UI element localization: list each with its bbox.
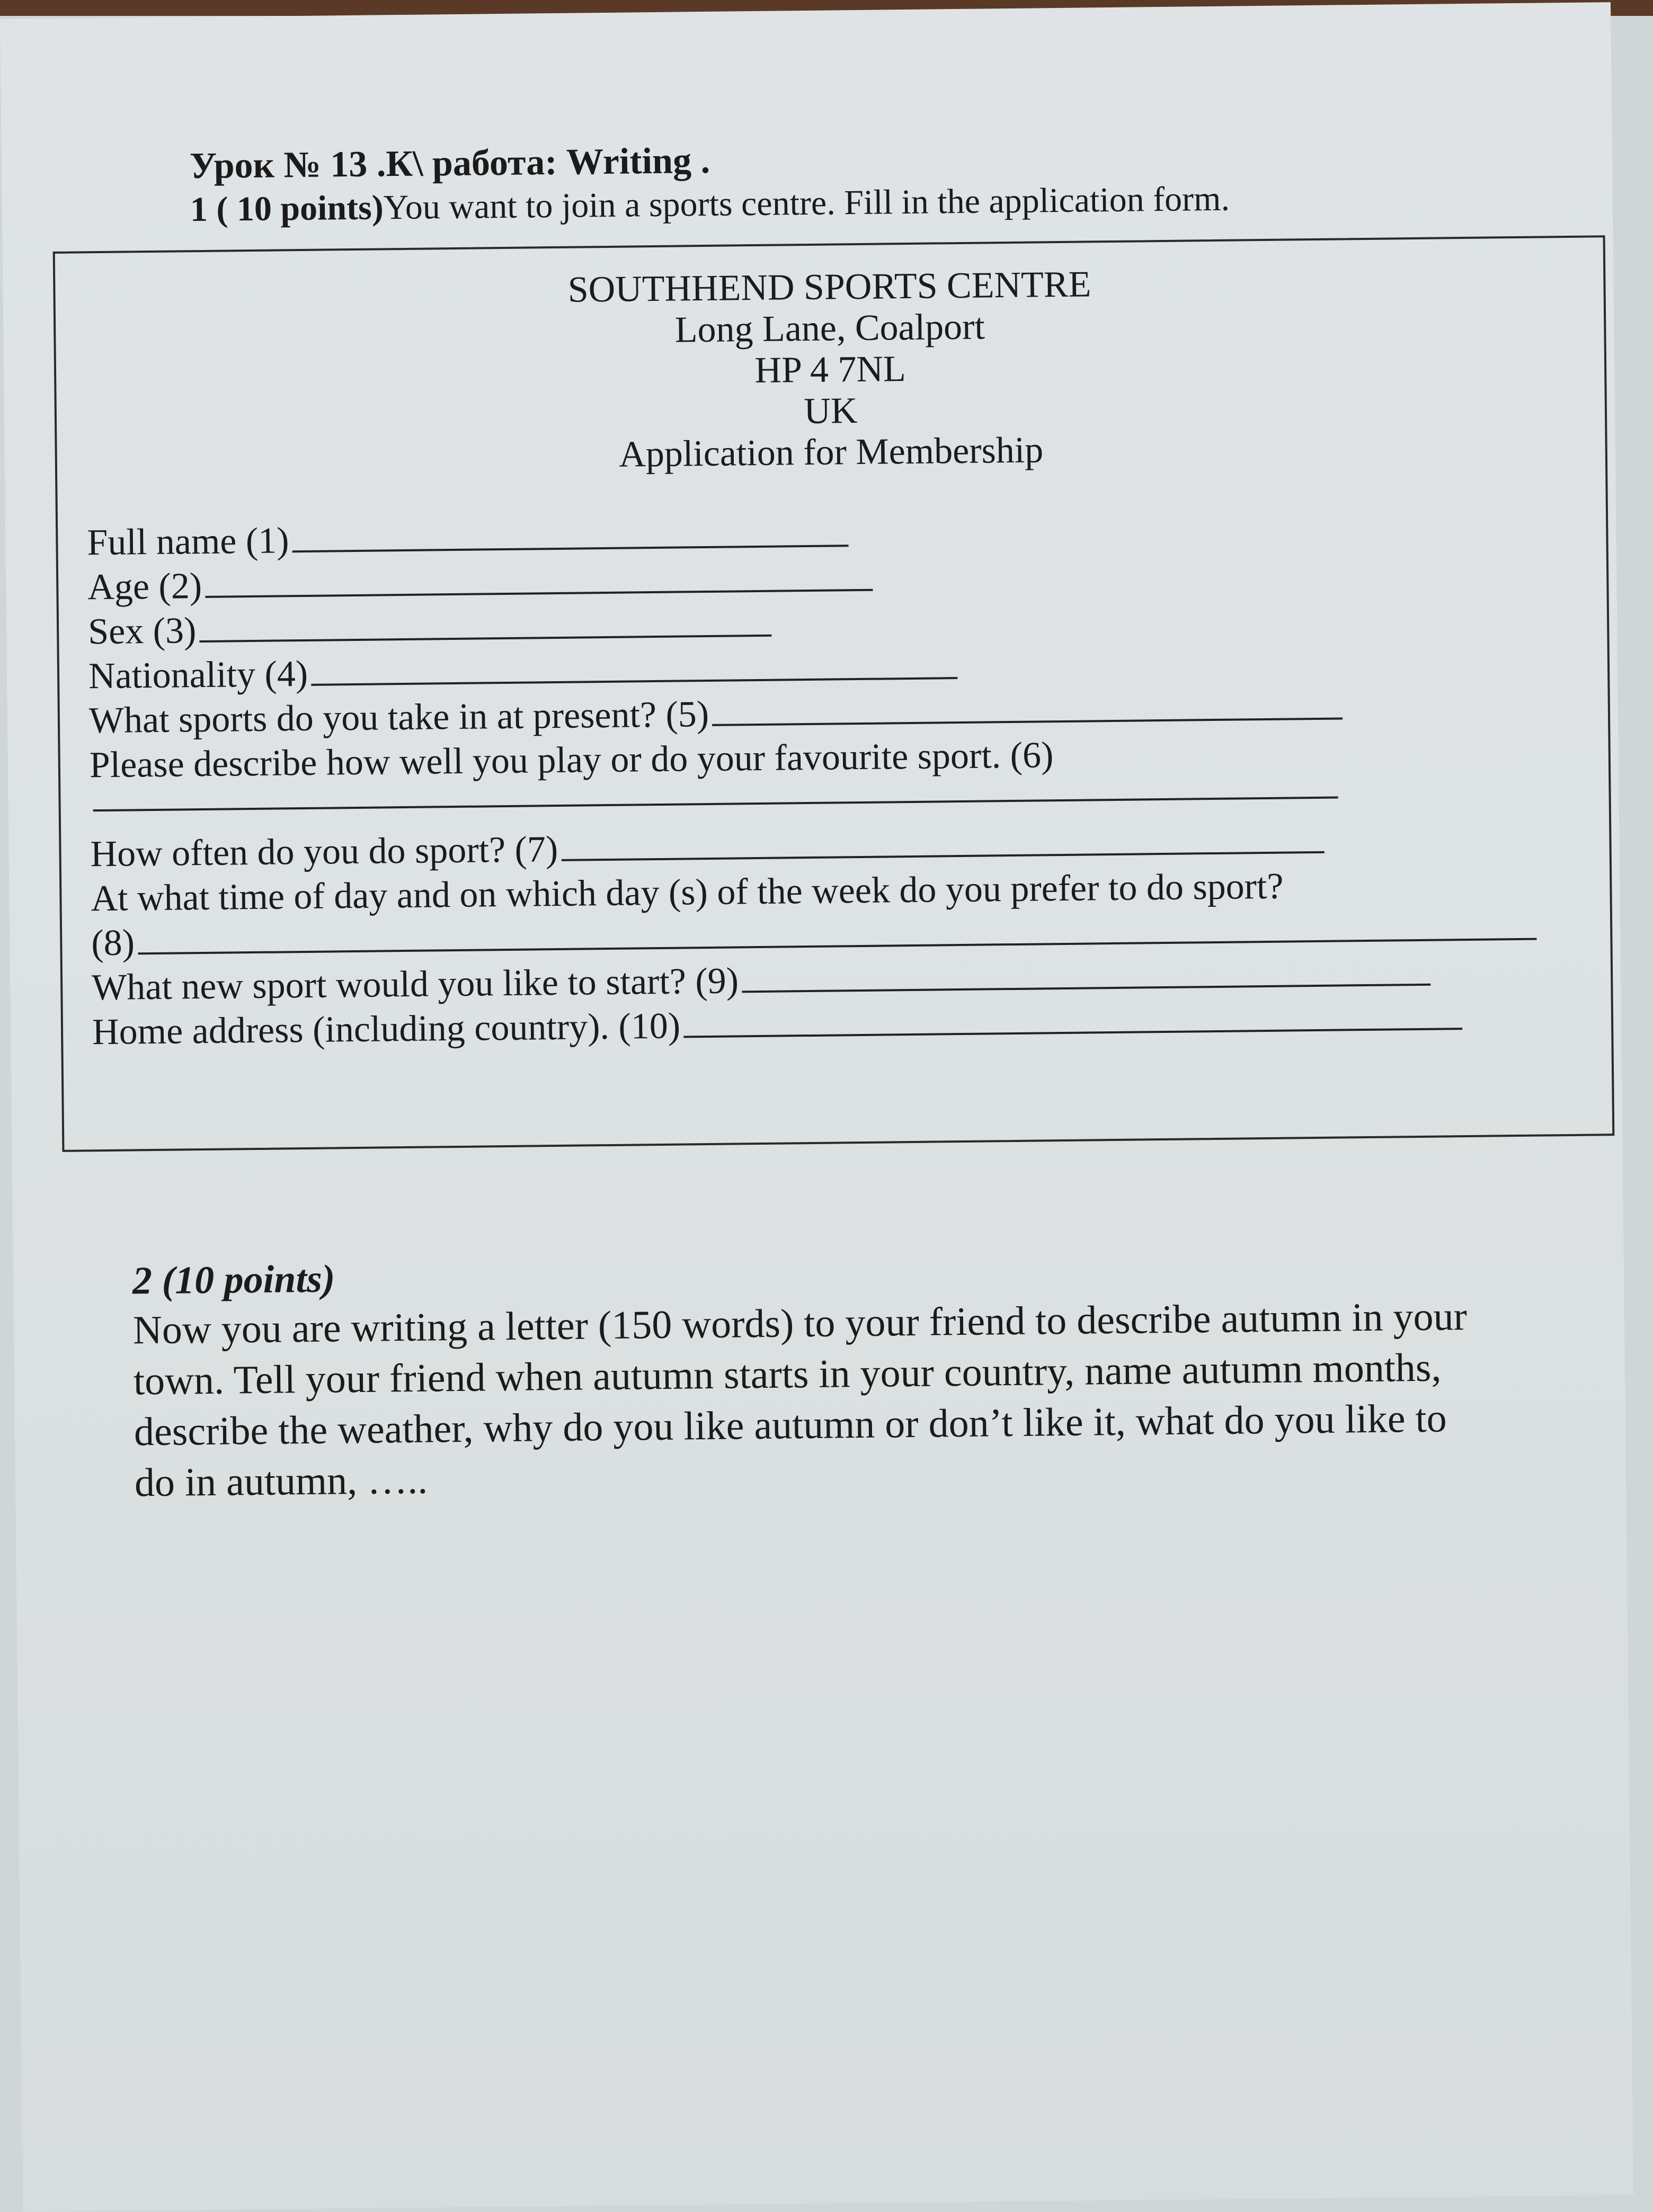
form-fields (87, 505, 1576, 1055)
field-label: Full name (1) (87, 520, 289, 564)
form-heading (55, 258, 1605, 481)
task2-title: 2 (10 points) (132, 1257, 335, 1303)
field-label: How often do you do sport? (7) (90, 828, 558, 875)
answer-line[interactable] (93, 796, 1338, 812)
answer-line[interactable] (205, 588, 873, 598)
answer-line[interactable] (742, 983, 1430, 993)
centre-country: UK (803, 390, 858, 432)
task2-line: do in autumn, ….. (134, 1457, 428, 1505)
field-label: What new sport would you like to start? (9) (91, 960, 739, 1009)
lesson-type: Writing . (566, 140, 710, 183)
field-label: Sex (3) (87, 610, 197, 653)
answer-line[interactable] (200, 634, 772, 643)
task1-points: 1 ( 10 points) (190, 188, 384, 229)
form-title: Application for Membership (618, 430, 1044, 475)
task1-text: You want to join a sports centre. Fill in the application form. (383, 179, 1230, 227)
field-label: Please describe how well you play or do your favourite sport. (6) (89, 735, 1054, 786)
field-label: Nationality (4) (88, 653, 308, 697)
field-label: Home address (including country). (10) (92, 1005, 681, 1053)
field-label: At what time of day and on which day (s) of the week do you prefer to do sport? (91, 866, 1284, 920)
answer-line[interactable] (561, 851, 1324, 861)
task2-line: town. Tell your friend when autumn starts in your country, name autumn months, (133, 1345, 1442, 1404)
lesson-label: Урок № 13 .К\ работа: (189, 141, 567, 187)
field-label: (8) (91, 922, 135, 964)
centre-address: Long Lane, Coalport (674, 306, 985, 351)
application-form (53, 235, 1615, 1152)
answer-line[interactable] (683, 1027, 1462, 1038)
worksheet-page (0, 2, 1633, 2212)
answer-line[interactable] (138, 938, 1536, 955)
field-label: Age (2) (87, 565, 202, 608)
centre-name: SOUTHHEND SPORTS CENTRE (567, 264, 1091, 310)
task2-line: describe the weather, why do you like autumn or don’t like it, what do you like to (134, 1396, 1447, 1455)
task2-section (132, 1242, 1619, 1508)
field-label: What sports do you take in at present? (5) (88, 693, 709, 742)
centre-postcode: HP 4 7NL (754, 349, 907, 391)
answer-line[interactable] (292, 544, 849, 552)
answer-line[interactable] (712, 717, 1343, 726)
answer-line[interactable] (311, 676, 957, 686)
worksheet-header (190, 130, 1515, 231)
task2-line: Now you are writing a letter (150 words) to your friend to describe autumn in your (132, 1294, 1468, 1353)
